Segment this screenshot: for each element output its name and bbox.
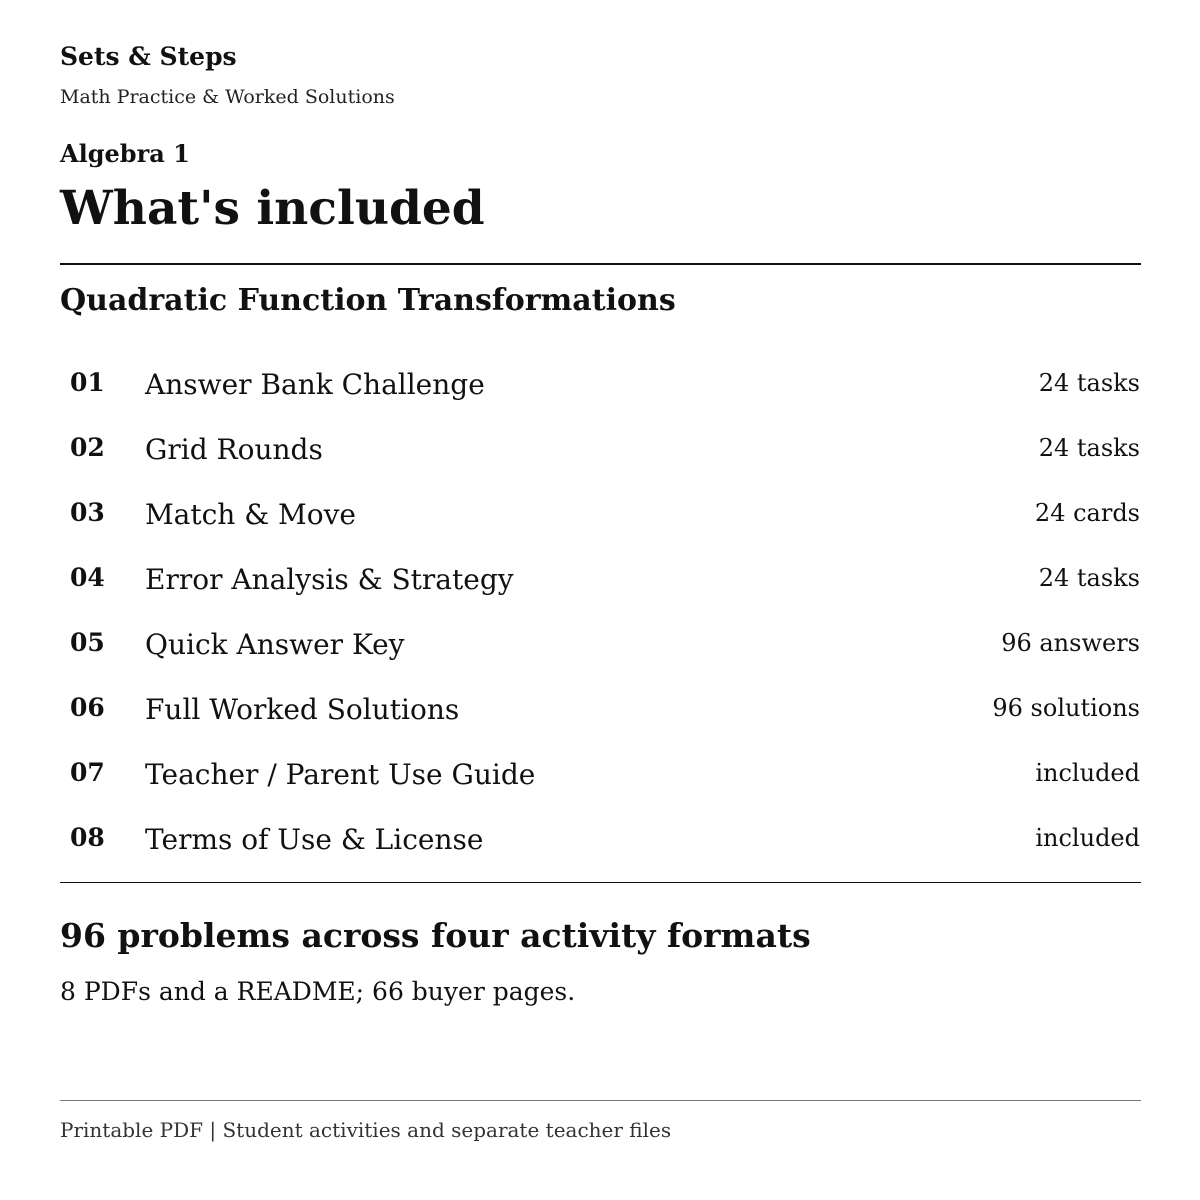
list-item — [60, 612, 1140, 677]
item-number: 02 — [70, 433, 105, 462]
brand-tagline: Math Practice & Worked Solutions — [60, 86, 395, 108]
item-title: Teacher / Parent Use Guide — [145, 758, 536, 791]
summary-text: 8 PDFs and a README; 66 buyer pages. — [60, 977, 576, 1006]
list-item — [60, 352, 1140, 417]
item-number: 06 — [70, 693, 105, 722]
item-count: included — [1035, 759, 1140, 787]
item-number: 01 — [70, 368, 105, 397]
item-title: Error Analysis & Strategy — [145, 563, 514, 596]
contents-list — [60, 352, 1140, 872]
list-item — [60, 417, 1140, 482]
item-title: Match & Move — [145, 498, 356, 531]
brand-name: Sets & Steps — [60, 42, 237, 71]
item-count: included — [1035, 824, 1140, 852]
page-title: What's included — [60, 181, 485, 236]
item-title: Grid Rounds — [145, 433, 323, 466]
footer-text: Printable PDF | Student activities and separate teacher files — [60, 1118, 672, 1142]
product-page — [60, 0, 1141, 1200]
section-title: Quadratic Function Transformations — [60, 283, 676, 318]
list-item — [60, 742, 1140, 807]
item-count: 24 cards — [1034, 499, 1140, 527]
header-divider — [60, 263, 1141, 265]
list-item — [60, 677, 1140, 742]
item-title: Answer Bank Challenge — [145, 368, 485, 401]
item-title: Full Worked Solutions — [145, 693, 460, 726]
item-title: Terms of Use & License — [145, 823, 484, 856]
item-number: 03 — [70, 498, 105, 527]
course-label: Algebra 1 — [60, 139, 190, 168]
item-count: 24 tasks — [1038, 369, 1140, 397]
item-count: 96 solutions — [992, 694, 1140, 722]
item-number: 05 — [70, 628, 105, 657]
contents-divider — [60, 882, 1141, 883]
item-count: 96 answers — [1001, 629, 1140, 657]
item-title: Quick Answer Key — [145, 628, 405, 661]
summary-title: 96 problems across four activity formats — [60, 916, 811, 955]
item-number: 04 — [70, 563, 105, 592]
list-item — [60, 807, 1140, 872]
item-number: 07 — [70, 758, 105, 787]
footer-divider — [60, 1100, 1141, 1101]
list-item — [60, 482, 1140, 547]
list-item — [60, 547, 1140, 612]
item-count: 24 tasks — [1038, 434, 1140, 462]
item-number: 08 — [70, 823, 105, 852]
item-count: 24 tasks — [1038, 564, 1140, 592]
